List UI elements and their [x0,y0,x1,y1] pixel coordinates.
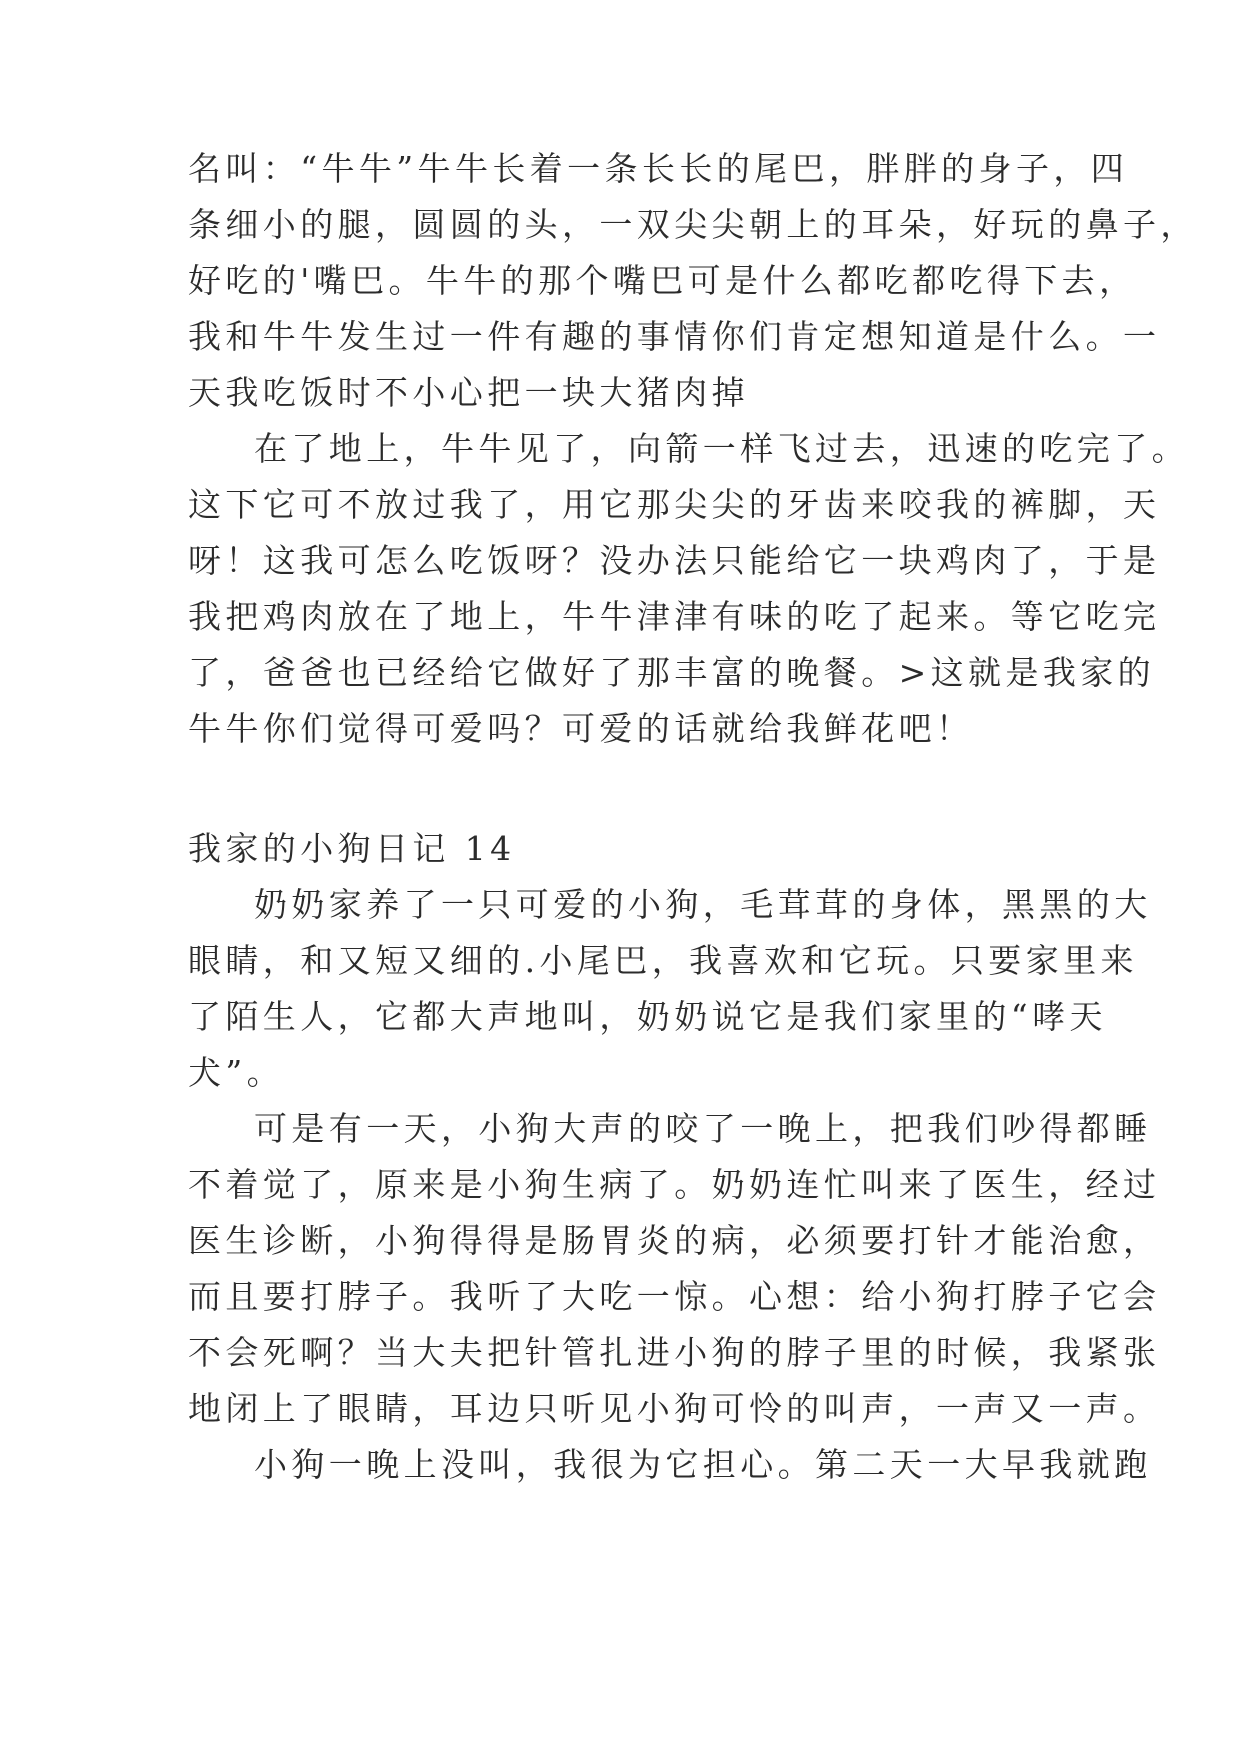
text-line: 可是有一天，小狗大声的咬了一晚上，把我们吵得都睡 [254,1109,1152,1148]
text-line: 了，爸爸也已经给它做好了那丰富的晚餐。>这就是我家的 [188,653,1156,692]
text-line: 条细小的腿，圆圆的头，一双尖尖朝上的耳朵，好玩的鼻子， [188,205,1198,244]
text-line: 这下它可不放过我了，用它那尖尖的牙齿来咬我的裤脚，天 [188,485,1161,524]
text-line: 呀！这我可怎么吃饭呀？没办法只能给它一块鸡肉了，于是 [188,541,1161,580]
text-line: 我和牛牛发生过一件有趣的事情你们肯定想知道是什么。一 [188,317,1161,356]
text-line: 牛牛你们觉得可爱吗？可爱的话就给我鲜花吧！ [188,709,974,748]
text-line: 天我吃饭时不小心把一块大猪肉掉 [188,373,749,412]
text-line: 不着觉了，原来是小狗生病了。奶奶连忙叫来了医生，经过 [188,1165,1161,1204]
text-line: 而且要打脖子。我听了大吃一惊。心想：给小狗打脖子它会 [188,1277,1161,1316]
text-line: 了陌生人，它都大声地叫，奶奶说它是我们家里的“哮天 [188,997,1107,1036]
section-title: 我家的小狗日记 14 [188,829,516,868]
text-line: 小狗一晚上没叫，我很为它担心。第二天一大早我就跑 [254,1445,1152,1484]
text-line: 犬”。 [188,1053,285,1092]
text-line: 不会死啊？当大夫把针管扎进小狗的脖子里的时候，我紧张 [188,1333,1161,1372]
text-line: 地闭上了眼睛，耳边只听见小狗可怜的叫声，一声又一声。 [188,1389,1161,1428]
text-line: 医生诊断，小狗得得是肠胃炎的病，必须要打针才能治愈， [188,1221,1161,1260]
text-line: 我把鸡肉放在了地上，牛牛津津有味的吃了起来。等它吃完 [188,597,1161,636]
text-line: 奶奶家养了一只可爱的小狗，毛茸茸的身体，黑黑的大 [254,885,1152,924]
text-line: 在了地上，牛牛见了，向箭一样飞过去，迅速的吃完了。 [254,429,1189,468]
text-line: 眼睛，和又短又细的.小尾巴，我喜欢和它玩。只要家里来 [188,941,1138,980]
text-line: 好吃的'嘴巴。牛牛的那个嘴巴可是什么都吃都吃得下去， [188,261,1137,300]
text-line: 名叫：“牛牛”牛牛长着一条长长的尾巴，胖胖的身子，四 [188,149,1129,188]
